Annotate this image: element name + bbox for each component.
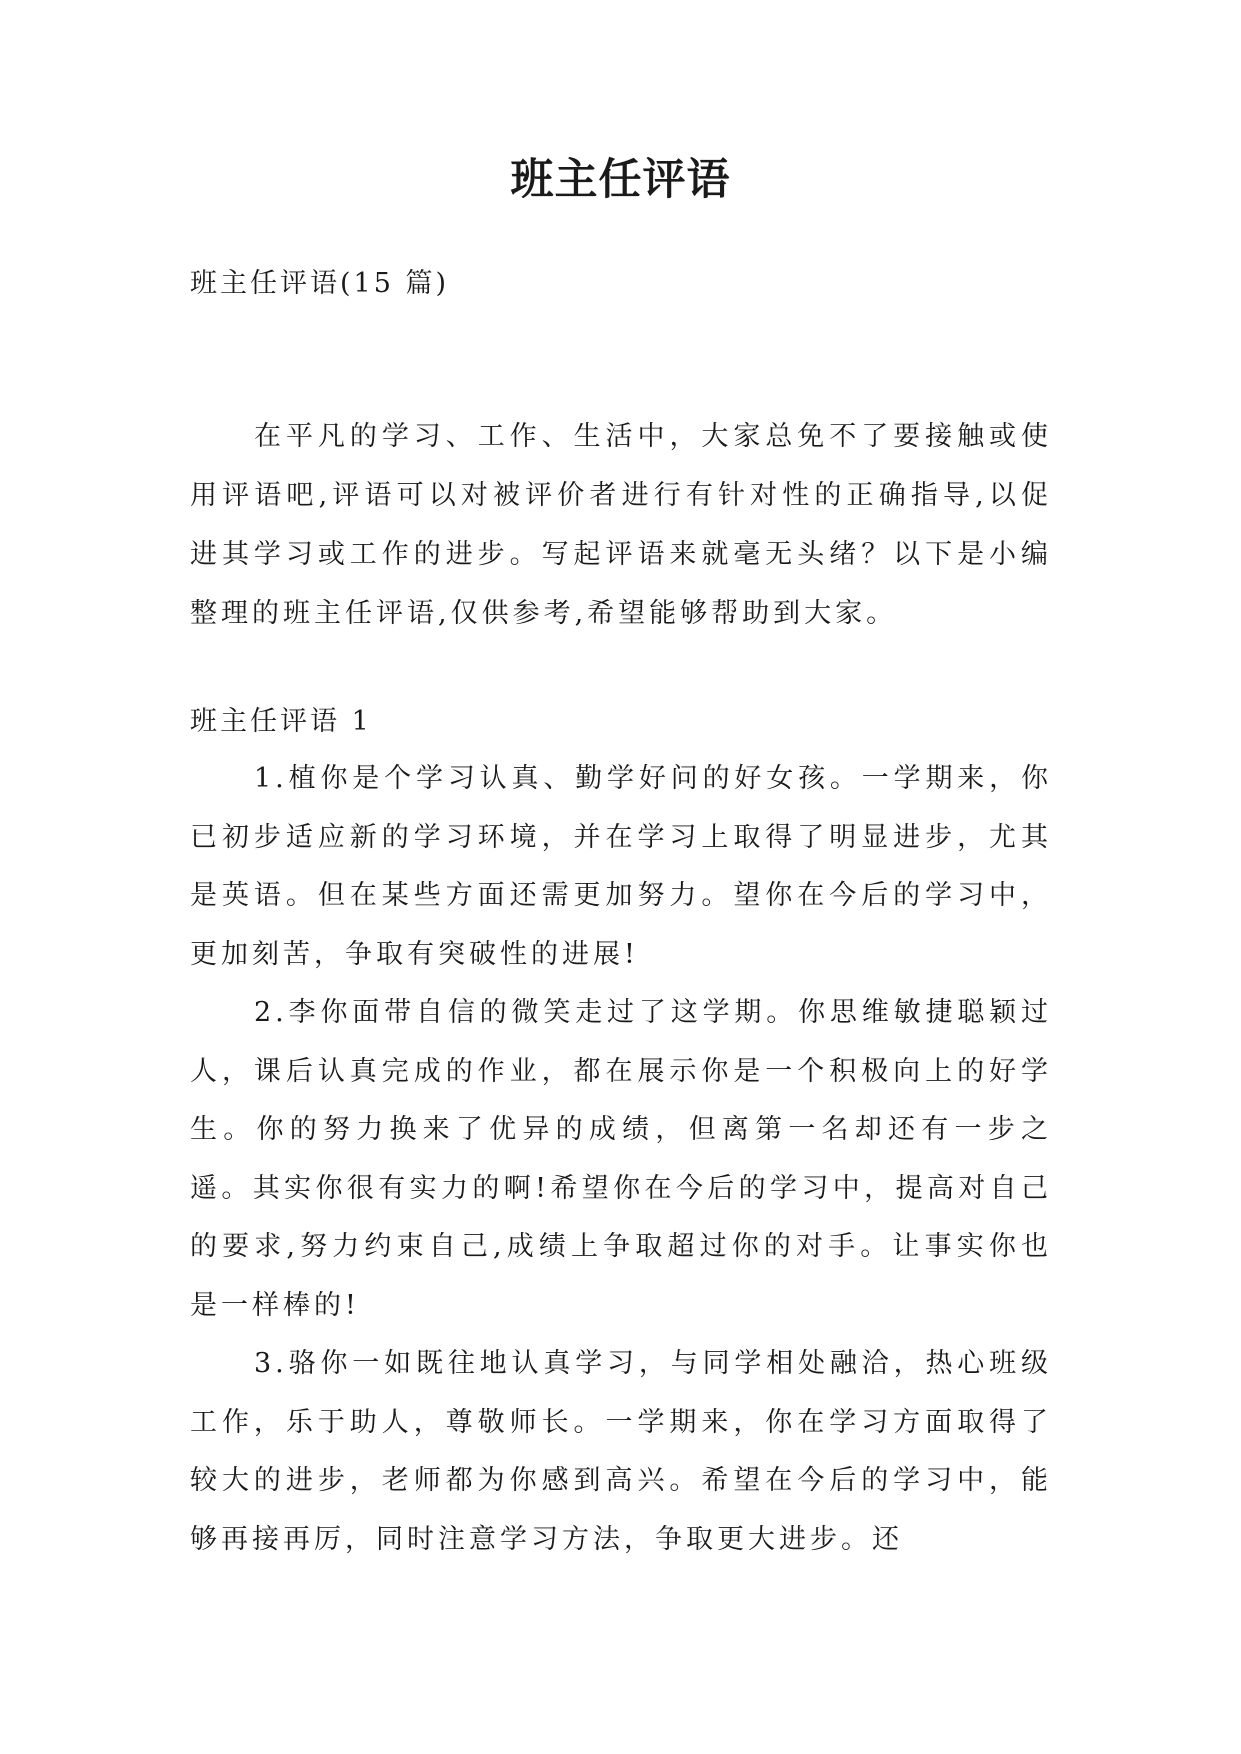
comment-paragraph: 2.李你面带自信的微笑走过了这学期。你思维敏捷聪颖过人，课后认真完成的作业，都在展示你是一个积极向上的好学生。你的努力换来了优异的成绩，但离第一名却还有一步之遥。其实你很有实力的啊!希望你在今后的学习中，提高对自己的要求,努力约束自己,成绩上争取超过你的对手。让事实你也是一样棒的! [190,997,1052,1321]
comment-list [190,750,1052,1569]
comment-paragraph: 3.骆你一如既往地认真学习，与同学相处融洽，热心班级工作，乐于助人，尊敬师长。一学期来，你在学习方面取得了较大的进步，老师都为你感到高兴。希望在今后的学习中，能够再接再厉，同时注意学习方法，争取更大进步。还 [190,1348,1052,1555]
document-subtitle: 班主任评语(15 篇) [190,268,450,299]
comment-paragraph: 1.植你是个学习认真、勤学好问的好女孩。一学期来，你已初步适应新的学习环境，并在学习上取得了明显进步，尤其是英语。但在某些方面还需更加努力。望你在今后的学习中，更加刻苦，争取有突破性的进展! [190,763,1052,970]
intro-paragraph: 在平凡的学习、工作、生活中，大家总免不了要接触或使用评语吧,评语可以对被评价者进行有针对性的正确指导,以促进其学习或工作的进步。写起评语来就毫无头绪？以下是小编整理的班主任评语,仅供参考,希望能够帮助到大家。 [190,421,1052,629]
section-heading: 班主任评语 1 [190,706,372,737]
document-title: 班主任评语 [510,155,731,205]
